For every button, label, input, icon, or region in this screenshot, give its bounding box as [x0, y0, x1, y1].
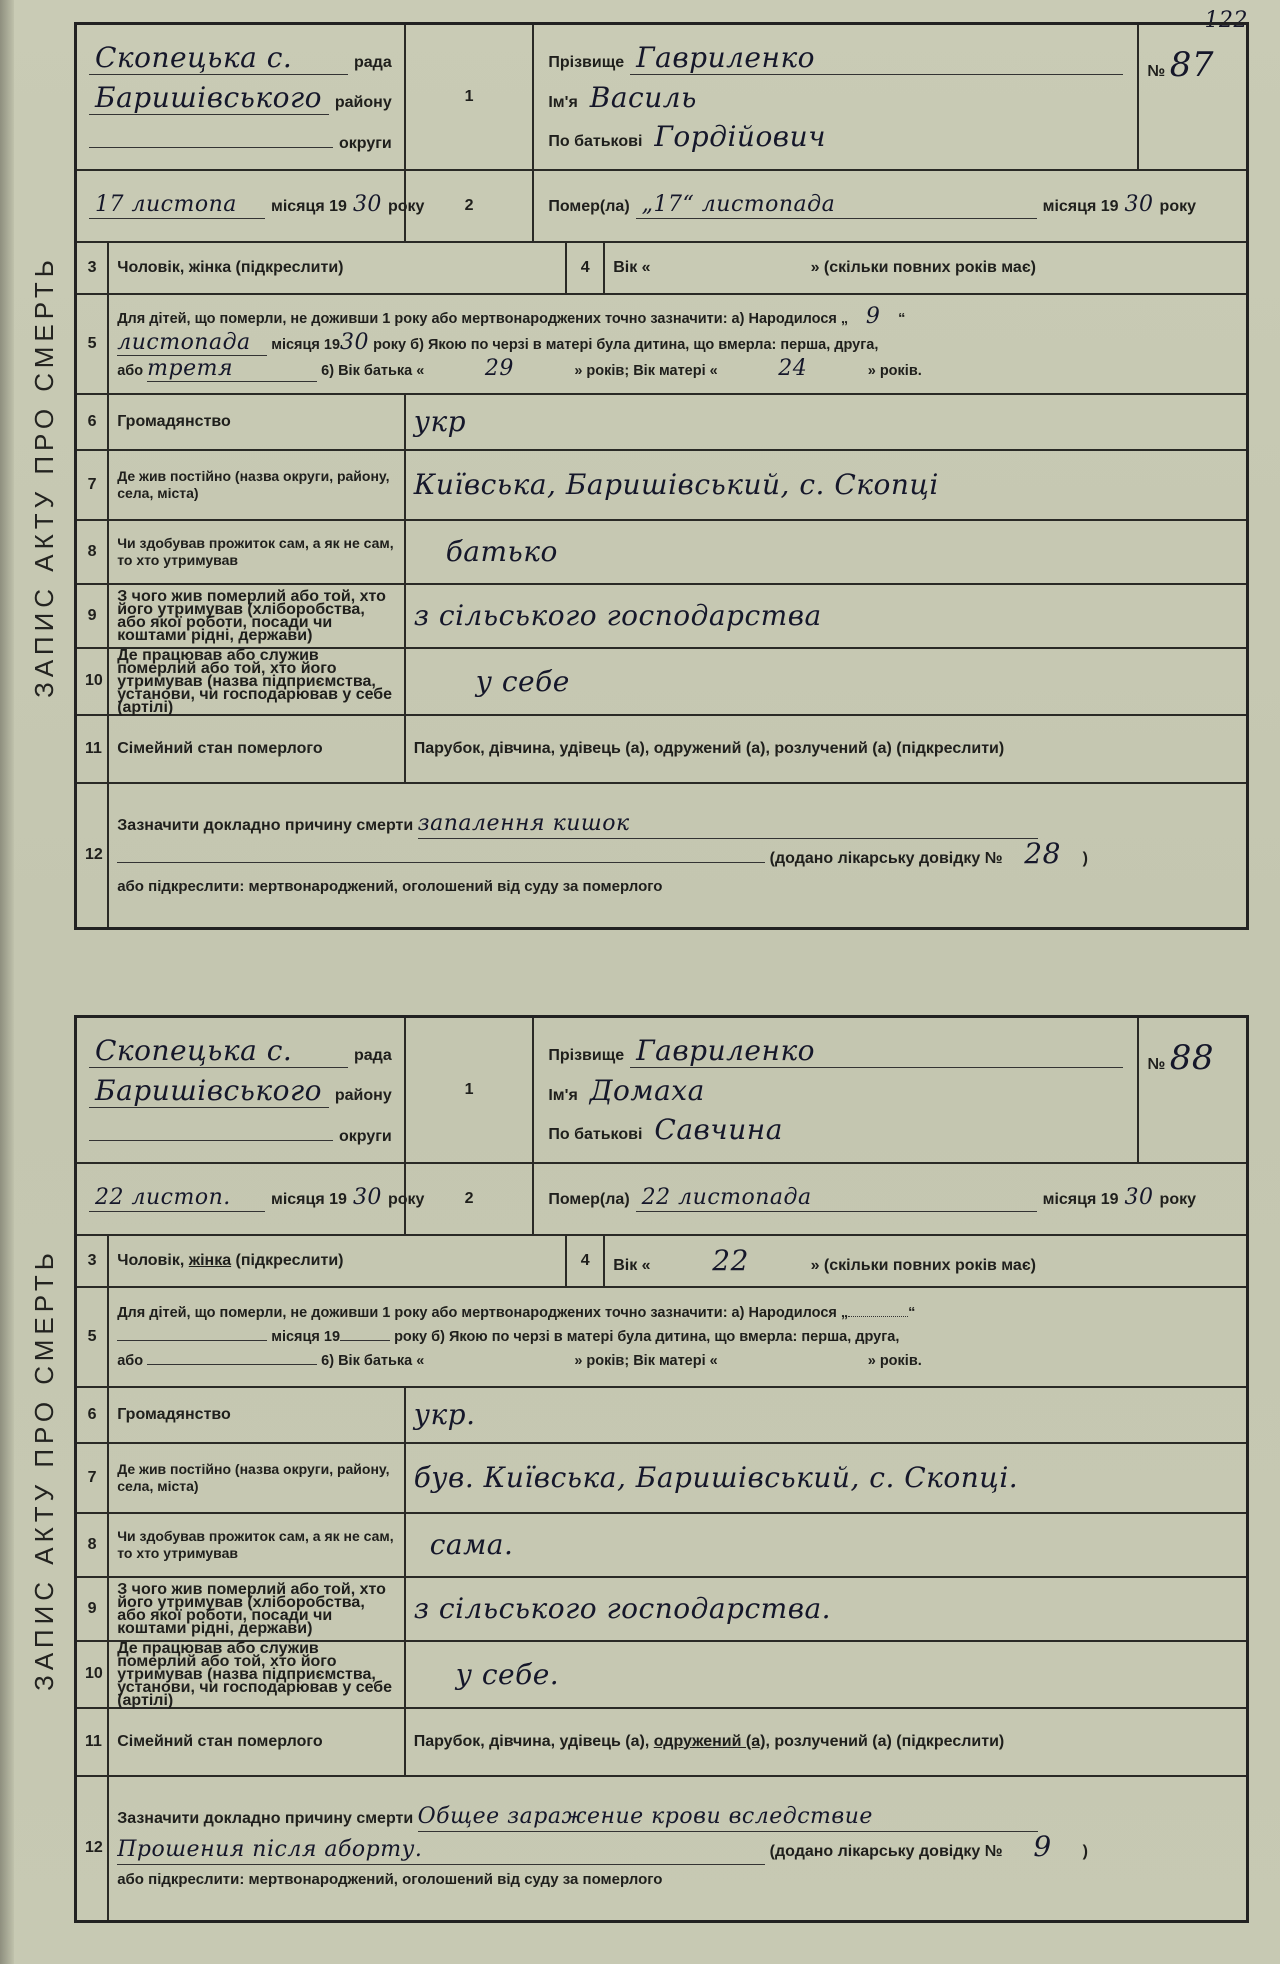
work-value: у себе. — [405, 1641, 1248, 1708]
council-value: Скопецька с. — [95, 1033, 293, 1067]
death-record-87 — [14, 22, 1259, 930]
support-value: сама. — [405, 1513, 1248, 1577]
side-title: ЗАПИС АКТУ ПРО СМЕРТЬ — [28, 1247, 59, 1691]
citizenship-value: укр. — [405, 1387, 1248, 1443]
citizenship-value: укр — [405, 394, 1248, 450]
child-info-cell: Для дітей, що померли, не доживши 1 року або мертвонароджених точно зазначити: а) Народилося „ 9 “ листопада місяця 1930 року б) Якою по черзі в матері була дитина, що вмерла: перша, друга, або третя 6) Вік батька « 29 » років; Вік матері « 24 » років. — [108, 294, 1247, 394]
cause-of-death-cell: Зазначити докладно причину смерти запалення кишок (додано лікарську довідку № 28 ) або підкреслити: мертвонароджений, оголошений від суду за померлого — [108, 783, 1247, 929]
binding-shadow — [0, 0, 14, 1964]
support-value: батько — [405, 520, 1248, 584]
marital-status-options: Парубок, дівчина, удівець (а), одружений (а), розлучений (а) (підкреслити) — [405, 715, 1248, 783]
death-date-cell: Помер(ла) 22 листопада місяця 19 30 року — [533, 1163, 1247, 1235]
income-value: з сільського господарства. — [405, 1577, 1248, 1641]
council-value: Скопецька с. — [95, 40, 293, 74]
given-name-value: Домаха — [589, 1073, 705, 1107]
council-cell: Скопецька с. рада Баришівського району округи — [76, 24, 405, 170]
death-record-88 — [14, 1015, 1259, 1923]
patronymic-value: Савчина — [654, 1112, 783, 1146]
record-grid: Скопецька с. рада Баришівського району округи 1 Прізвище Гавриленко Ім'я Домаха По батькові Савчина № 88 22 листоп. місяця 19 30 року 2 Помер(ла) 22 листопада місяця 19 30 року 3 Чоловік, жінка (підкреслити) 4 Вік « 22 » (скільки повних років має) 5 Для дітей, що померли, не доживши 1 року або мертвонароджених точно зазначити: а) Народилося „ “ місяця 19 року б) Якою по черзі в матері була дитина, що вмерла: перша, друга, або 6) Вік батька « » років; Вік матері « » років. 6 Громадянство укр. 7 Де жив постійно (назва округи, району, села, міста) був. Київська, Баришівський, с. Скопці. 8 Чи здобував прожиток сам, а як не сам, то хто утримував сама. 9 З чого жив померлий або той, хто його утримував (хліборобства, або якої роботи, посади чи коштами рідні, держави) з сільського господарства. 10 Де працював або служив померлий або той, хто його утримував (назва підприємства, установи, чи господарював у себе (артілі) у себе. 11 Сімейний стан померлого Парубок, дівчина, удівець (а), одружений (а), розлучений (а) (підкреслити) 12 Зазначити докладно причину смерти Общее заражение крови вследствие Прошения після аборту. (додано лікарську довідку № 9 ) або підкреслити: мертвонароджений, оголошений від суду за померлого — [74, 1015, 1249, 1923]
cause-value: Общее заражение крови вследствие — [418, 1803, 1038, 1832]
patronymic-value: Гордійович — [654, 119, 827, 153]
age-cell: Вік « » (скільки повних років має) — [604, 242, 1247, 294]
cause-of-death-cell: Зазначити докладно причину смерти Общее заражение крови вследствие Прошения після аборту. (додано лікарську довідку № 9 ) або підкреслити: мертвонароджений, оголошений від суду за померлого — [108, 1776, 1247, 1922]
record-number: № 88 — [1138, 1017, 1247, 1163]
surname-value: Гавриленко — [636, 40, 816, 74]
district-value: Баришівського — [95, 80, 323, 114]
sex-cell: Чоловік, жінка (підкреслити) — [108, 1235, 566, 1287]
record-grid: Скопецька с. рада Баришівського району округи 1 Прізвище Гавриленко Ім'я Василь По батькові Гордійович № 87 17 листопа місяця 19 30 року 2 Помер(ла) „17“ листопада місяця 19 30 року 3 Чоловік, жінка (підкреслити) 4 Вік « » (скільки повних років має) 5 Для дітей, що померли, не доживши 1 року або мертвонароджених точно зазначити: а) Народилося „ 9 “ листопада місяця 1930 року б) Якою по черзі в матері була дитина, що вмерла: перша, друга, або третя 6) Вік батька « 29 » років; Вік матері « 24 » років. 6 Громадянство укр 7 Де жив постійно (назва округи, району, села, міста) Київська, Баришівський, с. Скопці 8 Чи здобував прожиток сам, а як не сам, то хто утримував батько 9 З чого жив померлий або той, хто його утримував (хліборобства, або якої роботи, посади чи коштами рідні, держави) з сільського господарства 10 Де працював або служив померлий або той, хто його утримував (назва підприємства, установи, чи господарював у себе (артілі) у себе 11 Сімейний стан померлого Парубок, дівчина, удівець (а), одружений (а), розлучений (а) (підкреслити) 12 Зазначити докладно причину смерти запалення кишок (додано лікарську довідку № 28 ) або підкреслити: мертвонароджений, оголошений від суду за померлого — [74, 22, 1249, 930]
marital-status-options: Парубок, дівчина, удівець (а), одружений (а), розлучений (а) (підкреслити) — [405, 1708, 1248, 1776]
corner-number: 122 — [1204, 8, 1248, 33]
registration-date-cell: 17 листопа місяця 19 30 року — [76, 170, 405, 242]
cause-value: запалення кишок — [418, 810, 1038, 839]
work-value: у себе — [405, 648, 1248, 715]
age-cell: Вік « 22 » (скільки повних років має) — [604, 1235, 1247, 1287]
residence-value: Київська, Баришівський, с. Скопці — [405, 450, 1248, 520]
record-number: № 87 — [1138, 24, 1247, 170]
income-value: з сільського господарства — [405, 584, 1248, 648]
side-title: ЗАПИС АКТУ ПРО СМЕРТЬ — [28, 254, 59, 698]
name-cell: Прізвище Гавриленко Ім'я Василь По батькові Гордійович — [533, 24, 1138, 170]
district-value: Баришівського — [95, 1073, 323, 1107]
registration-date-cell: 22 листоп. місяця 19 30 року — [76, 1163, 405, 1235]
surname-value: Гавриленко — [636, 1033, 816, 1067]
name-cell: Прізвище Гавриленко Ім'я Домаха По батькові Савчина — [533, 1017, 1138, 1163]
cause-value-continued: Прошения після аборту. — [117, 1836, 765, 1865]
child-info-cell: Для дітей, що померли, не доживши 1 року або мертвонароджених точно зазначити: а) Народилося „ “ місяця 19 року б) Якою по черзі в матері була дитина, що вмерла: перша, друга, або 6) Вік батька « » років; Вік матері « » років. — [108, 1287, 1247, 1387]
given-name-value: Василь — [589, 80, 697, 114]
council-cell: Скопецька с. рада Баришівського району округи — [76, 1017, 405, 1163]
sex-cell: Чоловік, жінка (підкреслити) — [108, 242, 566, 294]
death-date-cell: Помер(ла) „17“ листопада місяця 19 30 року — [533, 170, 1247, 242]
residence-value: був. Київська, Баришівський, с. Скопці. — [405, 1443, 1248, 1513]
